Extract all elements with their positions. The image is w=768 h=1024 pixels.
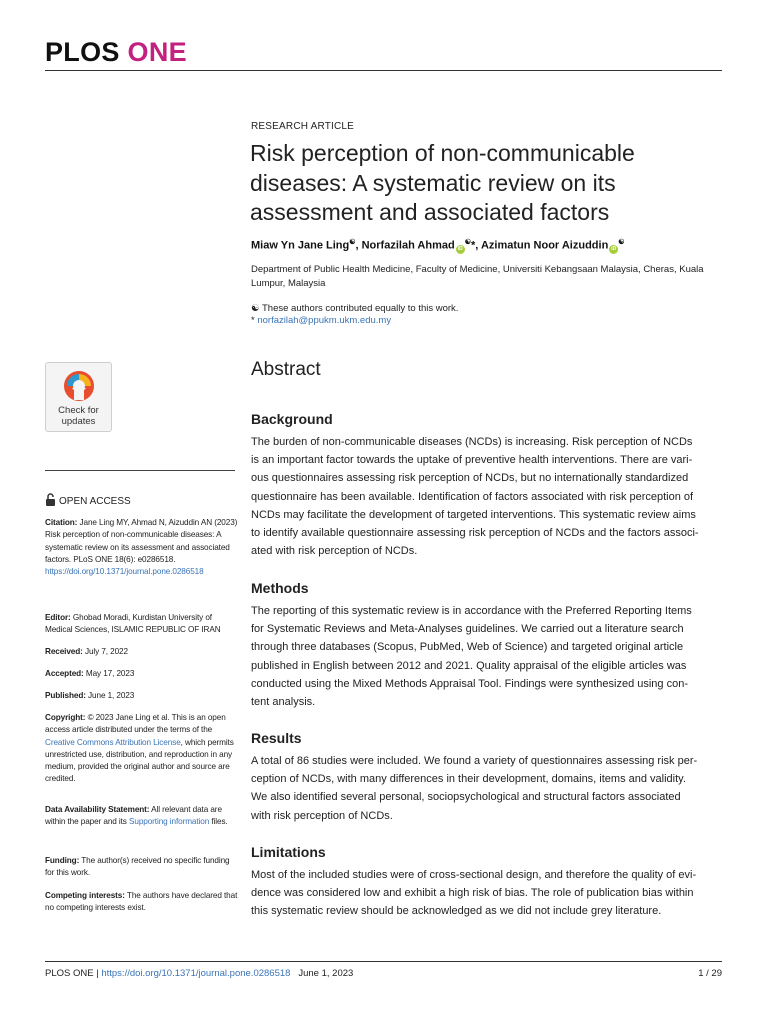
- text-line: A total of 86 studies were included. We found a variety of questionnaires assessing risk per-: [251, 755, 698, 767]
- limitations-paragraph: [251, 866, 723, 921]
- copyright-block: [45, 712, 240, 786]
- title-line: diseases: A systematic review on its: [250, 169, 616, 196]
- data-availability-block: [45, 804, 240, 829]
- badge-text: [46, 405, 111, 427]
- sidebar-divider: [45, 470, 235, 471]
- results-heading: Results: [251, 730, 302, 746]
- text-line: ception of NCDs, with many differences in their development, domains, items and validity.: [251, 773, 686, 786]
- author-name[interactable]: , Norfazilah Ahmad: [355, 239, 455, 252]
- published-block: [45, 690, 240, 702]
- email-link[interactable]: norfazilah@ppukm.ukm.edu.my: [257, 314, 392, 326]
- page-footer: [45, 968, 353, 979]
- text-line: this systematic review should be acknowledged as we did not include grey literature.: [251, 905, 662, 918]
- received-label: Received:: [45, 647, 83, 656]
- article-type: RESEARCH ARTICLE: [251, 121, 355, 132]
- logo-one: ONE: [127, 37, 187, 67]
- editor-text: Ghobad Moradi, Kurdistan University of Medical Sciences, ISLAMIC REPUBLIC OF IRAN: [45, 613, 221, 635]
- footer-date: June 1, 2023: [298, 968, 354, 979]
- license-link[interactable]: Creative Commons Attribution License: [45, 737, 181, 747]
- article-title: [250, 139, 720, 228]
- editor-label: Editor:: [45, 613, 71, 622]
- data-availability-text: All relevant data are within the paper and its: [45, 805, 222, 827]
- background-paragraph: [251, 433, 723, 560]
- header-divider: [45, 70, 722, 71]
- received-block: [45, 646, 240, 658]
- text-line: through three databases (Scopus, PubMed, Web of Science) and targeted original article: [251, 641, 684, 654]
- text-line: Most of the included studies were of cross-sectional design, and therefore the quality of evi-: [251, 869, 697, 881]
- check-for-updates-badge[interactable]: [45, 362, 112, 432]
- funding-block: [45, 855, 240, 880]
- title-line: assessment and associated factors: [250, 199, 610, 225]
- equal-contribution-note: [251, 303, 458, 315]
- text-line: is an important factor towards the uptake of preventive health interventions. There are vari-: [251, 454, 693, 467]
- abstract-heading: Abstract: [251, 359, 321, 380]
- citation-doi-link[interactable]: https://doi.org/10.1371/journal.pone.0286518: [45, 567, 204, 577]
- published-date: June 1, 2023: [88, 691, 135, 700]
- data-availability-label: Data Availability Statement:: [45, 805, 150, 814]
- author-name[interactable]: , Azimatun Noor Aizuddin: [475, 239, 609, 252]
- citation-block: [45, 517, 240, 578]
- copyright-text: , which permits unrestricted use, distribution, and reproduction in any medium, provided the original author and source are credited.: [45, 737, 234, 784]
- text-line: questionnaire has been available. Identification of factors associated with risk perception of: [251, 490, 694, 503]
- text-line: tent analysis.: [251, 696, 316, 709]
- accepted-date: May 17, 2023: [85, 669, 135, 678]
- journal-logo[interactable]: [45, 37, 187, 68]
- text-line: NCDs may facilitate the development of targeted interventions. This systematic review aims: [251, 508, 696, 521]
- methods-paragraph: [251, 602, 723, 711]
- citation-label: Citation:: [45, 518, 78, 527]
- footer-journal: PLOS ONE |: [45, 968, 102, 979]
- competing-interests-label: Competing interests:: [45, 891, 125, 900]
- corresponding-mark: *: [471, 239, 476, 252]
- supporting-info-link[interactable]: Supporting information: [129, 817, 210, 827]
- author-list: [251, 238, 625, 254]
- open-access-text: OPEN ACCESS: [59, 496, 131, 507]
- text-line: The burden of non-communicable diseases (NCDs) is increasing. Risk perception of NCDs: [251, 436, 693, 448]
- accepted-label: Accepted:: [45, 669, 84, 678]
- funding-text: The author(s) received no specific funding for this work.: [45, 856, 230, 878]
- orcid-icon[interactable]: iD: [457, 245, 463, 252]
- author-name[interactable]: Miaw Yn Jane Ling: [251, 239, 350, 252]
- published-label: Published:: [45, 691, 86, 700]
- orcid-icon[interactable]: iD: [611, 245, 617, 252]
- author-notes: [251, 303, 458, 326]
- copyright-text: © 2023 Jane Ling et al. This is an open access article distributed under the terms of the: [45, 713, 226, 735]
- copyright-label: Copyright:: [45, 713, 86, 722]
- competing-interests-block: [45, 890, 240, 915]
- affiliation: Department of Public Health Medicine, Faculty of Medicine, Universiti Kebangsaan Malaysia, Cheras, Kuala Lumpur, Malaysia: [251, 264, 704, 289]
- equal-contribution-text: These authors contributed equally to this work.: [262, 303, 459, 314]
- email-star: *: [251, 314, 255, 326]
- text-line: ous questionnaires assessing risk perception of NCDs, but no internationally standardized: [251, 472, 689, 485]
- title-line: Risk perception of non-communicable: [250, 140, 635, 166]
- text-line: published in English between 2012 and 2021. Quality appraisal of the eligible articles was: [251, 659, 687, 672]
- text-line: ated with risk perception of NCDs.: [251, 545, 418, 558]
- corresponding-email: [251, 315, 458, 327]
- text-line: We also identified several personal, sociopsychological and structural factors associated: [251, 791, 681, 804]
- badge-line: Check for: [58, 405, 99, 416]
- page-number: 1 / 29: [698, 968, 722, 979]
- text-line: dence was considered low and exhibit a high risk of bias. The role of publication bias within: [251, 887, 694, 900]
- citation-text: Jane Ling MY, Ahmad N, Aizuddin AN (2023) Risk perception of non-communicable diseases: A systematic review on its assessment and associated factors. PLoS ONE 18(6): e0286518.: [45, 518, 238, 564]
- text-line: for Systematic Reviews and Meta-Analyses guidelines. We carried out a literature search: [251, 623, 684, 636]
- data-availability-text: files.: [211, 817, 228, 827]
- text-line: with risk perception of NCDs.: [251, 809, 393, 822]
- limitations-heading: Limitations: [251, 844, 326, 860]
- equal-contribution-symbol: ☯: [251, 303, 260, 314]
- equal-contribution-mark: ☯: [349, 239, 356, 246]
- competing-interests-text: The authors have declared that no competing interests exist.: [45, 891, 238, 913]
- badge-line: updates: [61, 416, 96, 427]
- text-line: to identify available questionnaire assessing risk perception of NCDs and the factors associ-: [251, 527, 699, 540]
- text-line: conducted using the Mixed Methods Appraisal Tool. Findings were synthesized using con-: [251, 677, 688, 690]
- open-lock-icon: [45, 493, 56, 506]
- background-heading: Background: [251, 411, 333, 427]
- footer-doi-link[interactable]: https://doi.org/10.1371/journal.pone.0286518: [101, 968, 291, 979]
- logo-plos: PLOS: [45, 37, 120, 67]
- accepted-block: [45, 668, 240, 680]
- open-access-label: [45, 493, 131, 507]
- text-line: The reporting of this systematic review is in accordance with the Preferred Reporting Items: [251, 605, 692, 617]
- funding-label: Funding:: [45, 856, 80, 865]
- equal-contribution-mark: ☯: [618, 239, 625, 246]
- methods-heading: Methods: [251, 580, 309, 596]
- results-paragraph: [251, 752, 723, 825]
- crossmark-icon: [63, 370, 95, 402]
- equal-contribution-mark: ☯: [464, 239, 471, 246]
- received-date: July 7, 2022: [84, 647, 128, 656]
- editor-block: [45, 612, 240, 637]
- footer-divider: [45, 961, 722, 962]
